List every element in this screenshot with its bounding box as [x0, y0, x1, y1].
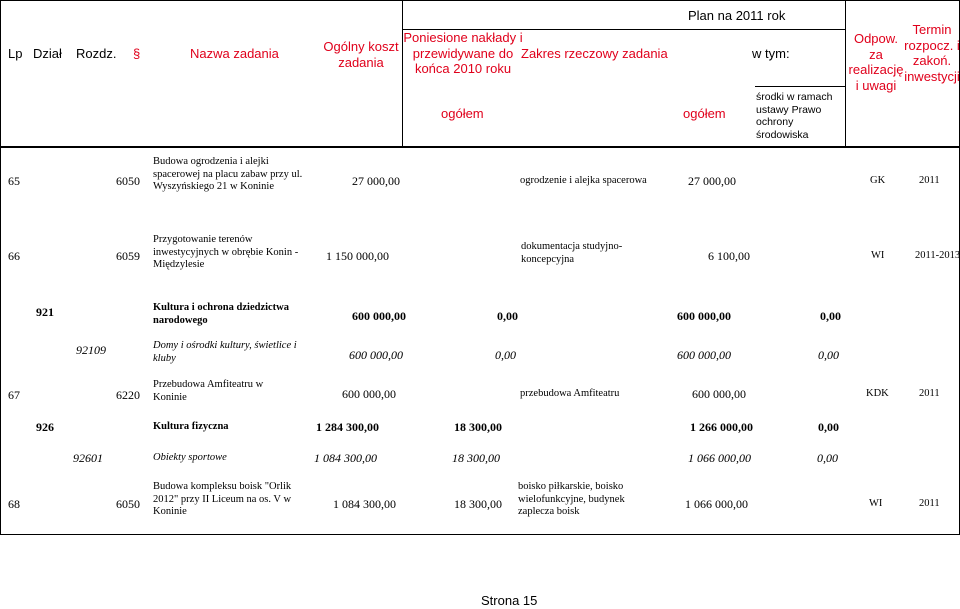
- chapter-92109-srodki: 0,00: [818, 348, 839, 362]
- division-921-srodki: 0,00: [820, 309, 841, 323]
- division-921-nazwa: Kultura i ochrona dziedzictwa narodowego: [153, 302, 290, 326]
- col-header-nazwa: Nazwa zadania: [190, 46, 279, 61]
- division-926-plan-ogolem: 1 266 000,00: [690, 420, 753, 434]
- row-67-rozdz: 6220: [116, 388, 140, 402]
- row-66-lp: 66: [8, 249, 20, 263]
- division-926-code: 926: [36, 420, 54, 434]
- col-header-ogolem-koszt: ogółem: [441, 106, 484, 121]
- row-67-koszt: 600 000,00: [342, 387, 396, 401]
- col-header-plan: Plan na 2011 rok: [688, 8, 786, 23]
- row-68-termin: 2011: [919, 498, 940, 509]
- row-67-odpow: KDK: [866, 388, 889, 399]
- row-68-plan-ogolem: 1 066 000,00: [685, 497, 748, 511]
- col-header-odpow: Odpow. za realizację i uwagi: [848, 31, 904, 93]
- division-926-nazwa: Kultura fizyczna: [153, 421, 229, 432]
- row-66-rozdz: 6059: [116, 249, 140, 263]
- row-65-nazwa: Budowa ogrodzenia i alejki spacerowej na placu zabaw przy ul. Wyszyńskiego 21 w Koninie: [153, 156, 303, 193]
- chapter-92109-koszt: 600 000,00: [349, 348, 403, 362]
- row-65-koszt: 27 000,00: [352, 174, 400, 188]
- col-header-rozdz: Rozdz.: [76, 46, 117, 61]
- col-header-termin: Termin rozpocz. i zakoń. inwestycji: [904, 22, 960, 84]
- chapter-92601-poniesione: 18 300,00: [452, 451, 500, 465]
- col-header-srodki: środki w ramach ustawy Prawo ochrony środowiska: [756, 91, 833, 141]
- chapter-92601-nazwa: Obiekty sportowe: [153, 452, 227, 463]
- division-921-koszt: 600 000,00: [352, 309, 406, 323]
- row-65-termin: 2011: [919, 175, 940, 186]
- page-number: Strona 15: [481, 593, 538, 608]
- col-header-poniesione: Poniesione nakłady i przewidywane do końca 2010 roku: [403, 30, 523, 77]
- division-926-koszt: 1 284 300,00: [316, 420, 379, 434]
- division-921-plan-ogolem: 600 000,00: [677, 309, 731, 323]
- chapter-92601-srodki: 0,00: [817, 451, 838, 465]
- row-68-koszt: 1 084 300,00: [333, 497, 396, 511]
- col-header-w-tym: w tym:: [752, 46, 790, 61]
- division-921-code: 921: [36, 305, 54, 319]
- chapter-92601-koszt: 1 084 300,00: [314, 451, 377, 465]
- chapter-92109-poniesione: 0,00: [495, 348, 516, 362]
- col-header-ogolem-plan: ogółem: [683, 106, 726, 121]
- w-tym-subheader-line: [755, 86, 846, 87]
- row-66-koszt: 1 150 000,00: [326, 249, 389, 263]
- row-68-odpow: WI: [869, 498, 883, 509]
- row-65-plan-ogolem: 27 000,00: [688, 174, 736, 188]
- division-926-poniesione: 18 300,00: [454, 420, 502, 434]
- row-67-plan-ogolem: 600 000,00: [692, 387, 746, 401]
- row-67-termin: 2011: [919, 388, 940, 399]
- division-921-poniesione: 0,00: [497, 309, 518, 323]
- table-bottom-border: [0, 534, 960, 535]
- row-67-nazwa: Przebudowa Amfiteatru w Koninie: [153, 379, 264, 403]
- col-header-zakres: Zakres rzeczowy zadania: [521, 46, 668, 61]
- row-67-zakres: przebudowa Amfiteatru: [520, 388, 620, 399]
- col-header-paragraf: §: [133, 46, 141, 61]
- row-68-nazwa: Budowa kompleksu boisk "Orlik 2012" przy II Liceum na os. V w Koninie: [153, 481, 292, 518]
- chapter-92109-code: 92109: [76, 343, 106, 357]
- row-65-zakres: ogrodzenie i alejka spacerowa: [520, 175, 647, 186]
- row-68-rozdz: 6050: [116, 497, 140, 511]
- col-header-ogolny-koszt: Ogólny koszt zadania: [323, 39, 399, 70]
- col-header-lp: Lp: [8, 46, 23, 61]
- row-65-rozdz: 6050: [116, 174, 140, 188]
- chapter-92109-nazwa: Domy i ośrodki kultury, świetlice i kluby: [153, 340, 297, 364]
- row-68-poniesione: 18 300,00: [454, 497, 502, 511]
- row-68-zakres: boisko piłkarskie, boisko wielofunkcyjne, budynek zaplecza boisk: [518, 481, 625, 518]
- division-926-srodki: 0,00: [818, 420, 839, 434]
- row-66-odpow: WI: [871, 250, 885, 261]
- row-66-plan-ogolem: 6 100,00: [708, 249, 750, 263]
- row-66-zakres: dokumentacja studyjno-koncepcyjna: [521, 241, 623, 265]
- row-68-lp: 68: [8, 497, 20, 511]
- chapter-92109-plan-ogolem: 600 000,00: [677, 348, 731, 362]
- col-line: [0, 0, 1, 534]
- header-divider: [0, 146, 960, 148]
- chapter-92601-code: 92601: [73, 451, 103, 465]
- row-66-termin: 2011-2013: [915, 250, 960, 261]
- row-65-odpow: GK: [870, 175, 886, 186]
- chapter-92601-plan-ogolem: 1 066 000,00: [688, 451, 751, 465]
- row-66-nazwa: Przygotowanie terenów inwestycyjnych w obrębie Konin - Międzylesie: [153, 234, 299, 271]
- top-border: [0, 0, 960, 1]
- col-header-dzial: Dział: [33, 46, 62, 61]
- row-65-lp: 65: [8, 174, 20, 188]
- row-67-lp: 67: [8, 388, 20, 402]
